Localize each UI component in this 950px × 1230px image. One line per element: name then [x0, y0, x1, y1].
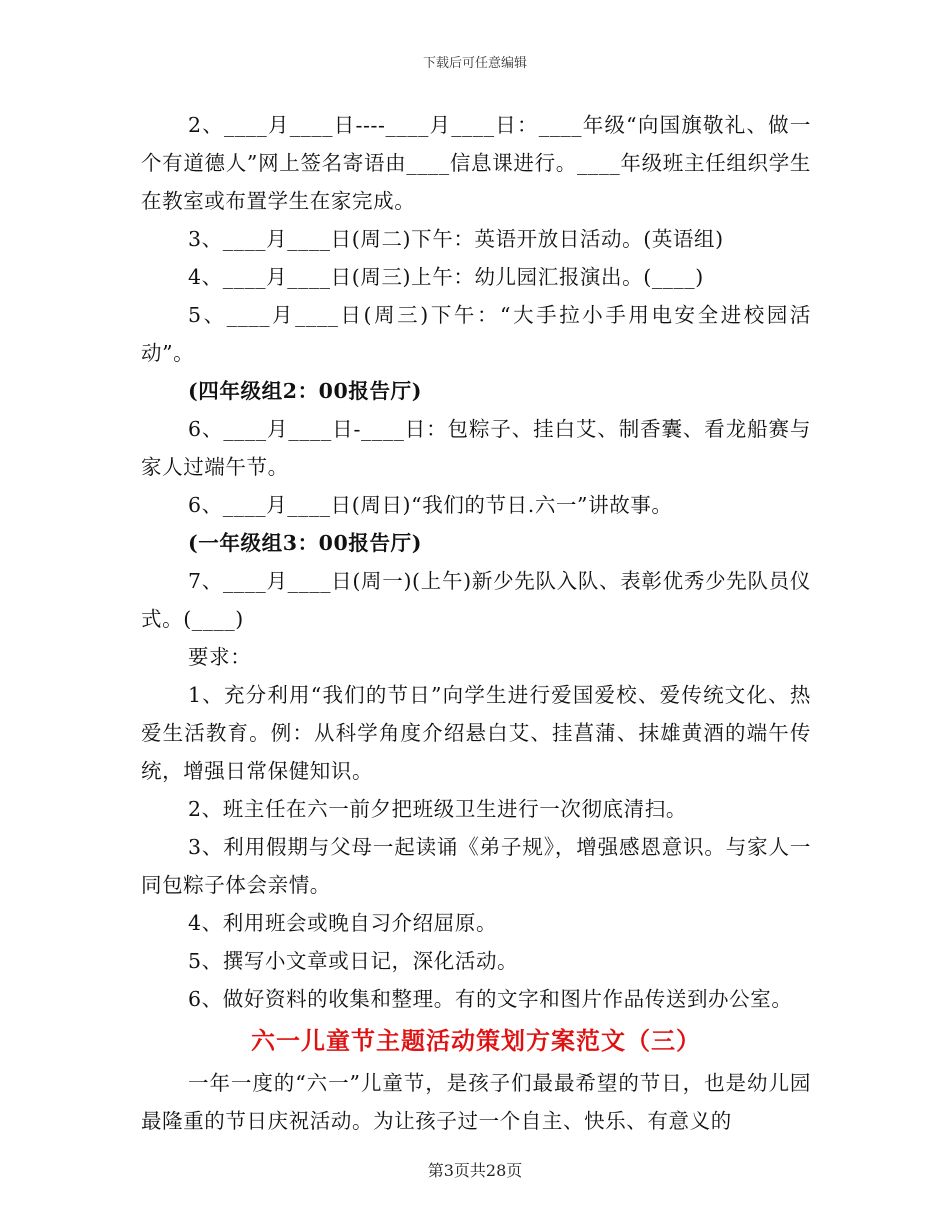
- requirement-item-2: 2、班主任在六一前夕把班级卫生进行一次彻底清扫。: [188, 797, 687, 821]
- page-number-footer: 第3页共28页: [427, 1161, 523, 1180]
- activity-item-6a: 6、____月____日-____日：包粽子、挂白艾、制香囊、看龙船赛与家人过端午节。: [141, 417, 811, 479]
- activity-item-6b: 6、____月____日(周日)“我们的节日.六一”讲故事。: [188, 493, 673, 517]
- group-heading-grade-four: (四年级组2：00报告厅): [188, 379, 422, 403]
- activity-item-2: 2、____月____日----____月____日：____年级“向国旗敬礼、做一个有道德人”网上签名寄语由____信息课进行。____年级班主任组织学生在教室或布置学生在家完成。: [141, 113, 811, 213]
- requirement-item-5: 5、撰写小文章或日记，深化活动。: [188, 949, 519, 973]
- requirement-item-1: 1、充分利用“我们的节日”向学生进行爱国爱校、爱传统文化、热爱生活教育。例：从科学角度介绍悬白艾、挂菖蒲、抹雄黄酒的端午传统，增强日常保健知识。: [141, 683, 811, 783]
- requirement-item-4: 4、利用班会或晚自习介绍屈原。: [188, 911, 498, 935]
- activity-item-4: 4、____月____日(周三)上午：幼儿园汇报演出。(____): [188, 265, 704, 289]
- section-title: 六一儿童节主题活动策划方案范文（三）: [251, 1026, 701, 1055]
- group-heading-grade-one: (一年级组3：00报告厅): [188, 531, 422, 555]
- activity-item-5: 5、____月____日(周三)下午：“大手拉小手用电安全进校园活动”。: [141, 303, 811, 365]
- activity-item-3: 3、____月____日(周二)下午：英语开放日活动。(英语组): [188, 227, 724, 251]
- document-body: [141, 106, 811, 1140]
- requirement-item-6: 6、做好资料的收集和整理。有的文字和图片作品传送到办公室。: [188, 987, 793, 1011]
- requirements-heading: 要求：: [188, 645, 252, 669]
- page-header-note: 下载后可任意编辑: [422, 56, 527, 71]
- requirement-item-3: 3、利用假期与父母一起读诵《弟子规》，增强感恩意识。与家人一同包粽子体会亲情。: [141, 835, 811, 897]
- intro-paragraph: 一年一度的“六一”儿童节，是孩子们最最希望的节日，也是幼儿园最隆重的节日庆祝活动。为让孩子过一个自主、快乐、有意义的: [141, 1071, 811, 1133]
- activity-item-7: 7、____月____日(周一)(上午)新少先队入队、表彰优秀少先队员仪式。(____): [141, 569, 811, 631]
